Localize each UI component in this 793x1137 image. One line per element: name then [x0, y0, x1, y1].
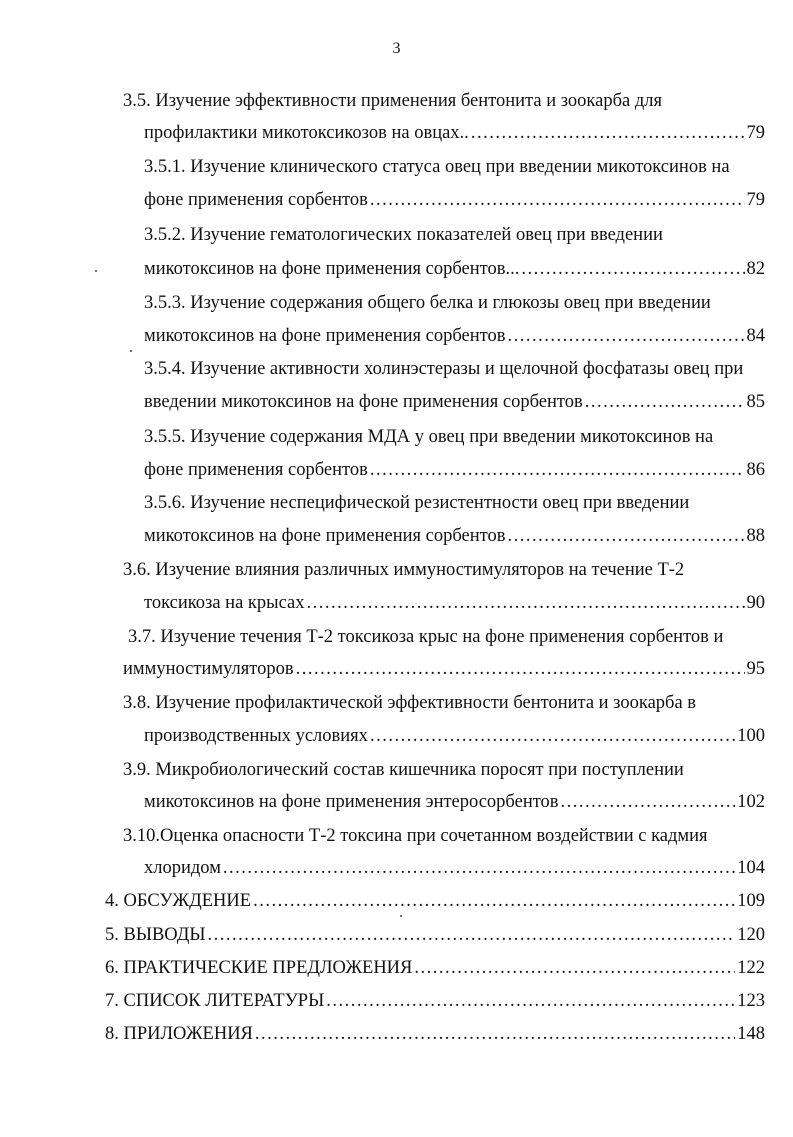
dot-leader	[208, 922, 736, 948]
toc-entry-text: хлоридом	[144, 858, 221, 878]
toc-entry-text: 7. СПИСОК ЛИТЕРАТУРЫ	[105, 991, 325, 1011]
dot-leader	[253, 888, 735, 914]
toc-entry-3-7-continuation[interactable]	[123, 656, 765, 682]
dot-leader	[326, 988, 735, 1014]
toc-entry-3-5-4-title[interactable]: 3.5.4. Изучение активности холинэстеразы и щелочной фосфатазы овец при	[144, 359, 744, 379]
dot-leader	[370, 457, 745, 483]
toc-page-number: 86	[746, 460, 765, 480]
toc-page-number: 104	[737, 858, 765, 878]
toc-entry-3-9-continuation[interactable]	[144, 789, 765, 815]
dot-leader	[255, 1021, 735, 1047]
toc-entry-3-9-title[interactable]: 3.9. Микробиологический состав кишечника поросят при поступлении	[123, 760, 684, 780]
dot-leader	[507, 523, 744, 549]
dot-leader	[296, 656, 745, 682]
dot-leader	[585, 389, 745, 415]
toc-page-number: 84	[746, 326, 765, 346]
toc-page-number: 95	[746, 659, 765, 679]
toc-page-number: 100	[737, 726, 765, 746]
toc-page-number: 79	[746, 190, 765, 210]
dot-leader	[521, 256, 744, 282]
toc-entry-text: микотоксинов на фоне применения энтеросорбентов	[144, 792, 559, 812]
toc-entry-text: микотоксинов на фоне применения сорбентов	[144, 526, 506, 546]
toc-entry-3-5-4-continuation[interactable]	[144, 389, 765, 415]
scan-artifact	[400, 915, 402, 917]
toc-page-number: 90	[746, 593, 765, 613]
toc-page-number: 123	[737, 991, 765, 1011]
toc-entry-text: 6. ПРАКТИЧЕСКИЕ ПРЕДЛОЖЕНИЯ	[105, 958, 413, 978]
dot-leader	[306, 590, 744, 616]
toc-page-number: 102	[737, 792, 765, 812]
toc-entry-text: 8. ПРИЛОЖЕНИЯ	[105, 1024, 253, 1044]
dot-leader	[223, 855, 735, 881]
toc-entry-3-5-6-title[interactable]: 3.5.6. Изучение неспецифической резистентности овец при введении	[144, 493, 690, 513]
scan-artifact	[95, 270, 97, 272]
toc-entry-text: 4. ОБСУЖДЕНИЕ	[105, 891, 252, 911]
toc-entry-5[interactable]	[105, 922, 765, 948]
toc-entry-text: профилактики микотоксикозов на овцах..	[144, 123, 469, 143]
toc-page-number: 148	[737, 1024, 765, 1044]
toc-page-number: 85	[746, 392, 765, 412]
toc-entry-3-8-continuation[interactable]	[144, 723, 765, 749]
toc-entry-3-5-6-continuation[interactable]	[144, 523, 765, 549]
dot-leader	[414, 955, 735, 981]
toc-entry-text: фоне применения сорбентов	[144, 190, 368, 210]
toc-entry-3-5-title[interactable]: 3.5. Изучение эффективности применения бентонита и зоокарба для	[123, 91, 662, 111]
toc-page-number: 122	[737, 958, 765, 978]
toc-entry-text: фоне применения сорбентов	[144, 460, 368, 480]
toc-entry-text: микотоксинов на фоне применения сорбентов	[144, 326, 506, 346]
toc-entry-text: иммуностимуляторов	[123, 659, 294, 679]
toc-entry-text: производственных условиях	[144, 726, 368, 746]
toc-entry-7[interactable]	[105, 988, 765, 1014]
toc-entry-text: 5. ВЫВОДЫ	[105, 925, 206, 945]
toc-entry-3-5-2-title[interactable]: 3.5.2. Изучение гематологических показателей овец при введении	[144, 225, 663, 245]
dot-leader	[561, 789, 736, 815]
toc-entry-text: микотоксинов на фоне применения сорбентов...	[144, 259, 520, 279]
toc-entry-8[interactable]	[105, 1021, 765, 1047]
toc-entry-3-5-5-continuation[interactable]	[144, 457, 765, 483]
toc-entry-3-7-title[interactable]: 3.7. Изучение течения Т-2 токсикоза крыс на фоне применения сорбентов и	[128, 627, 724, 647]
toc-entry-3-5-3-title[interactable]: 3.5.3. Изучение содержания общего белка и глюкозы овец при введении	[144, 293, 711, 313]
toc-page-number: 109	[737, 891, 765, 911]
toc-entry-3-10-continuation[interactable]	[144, 855, 765, 881]
dot-leader	[370, 187, 745, 213]
toc-entry-text: введении микотоксинов на фоне применения сорбентов	[144, 392, 583, 412]
toc-entry-3-8-title[interactable]: 3.8. Изучение профилактической эффективности бентонита и зоокарба в	[123, 693, 697, 713]
toc-page-number: 88	[746, 526, 765, 546]
toc-entry-4[interactable]	[105, 888, 765, 914]
dot-leader	[471, 120, 745, 146]
toc-entry-6[interactable]	[105, 955, 765, 981]
toc-entry-3-6-continuation[interactable]	[144, 590, 765, 616]
toc-entry-text: токсикоза на крысах	[144, 593, 305, 613]
toc-entry-3-5-continuation[interactable]	[144, 120, 765, 146]
dot-leader	[370, 723, 735, 749]
dot-leader	[507, 323, 744, 349]
toc-page-number: 79	[746, 123, 765, 143]
toc-page-number: 82	[746, 259, 765, 279]
toc-entry-3-10-title[interactable]: 3.10.Оценка опасности Т-2 токсина при сочетанном воздействии с кадмия	[123, 826, 708, 846]
scan-artifact	[130, 350, 132, 352]
page-number: 3	[392, 40, 401, 57]
toc-entry-3-5-1-continuation[interactable]	[144, 187, 765, 213]
toc-entry-3-5-2-continuation[interactable]	[144, 256, 765, 282]
toc-entry-3-5-1-title[interactable]: 3.5.1. Изучение клинического статуса овец при введении микотоксинов на	[144, 157, 730, 177]
toc-entry-3-6-title[interactable]: 3.6. Изучение влияния различных иммуностимуляторов на течение Т-2	[123, 560, 685, 580]
toc-entry-3-5-3-continuation[interactable]	[144, 323, 765, 349]
toc-entry-3-5-5-title[interactable]: 3.5.5. Изучение содержания МДА у овец при введении микотоксинов на	[144, 427, 714, 447]
toc-page-number: 120	[737, 925, 765, 945]
